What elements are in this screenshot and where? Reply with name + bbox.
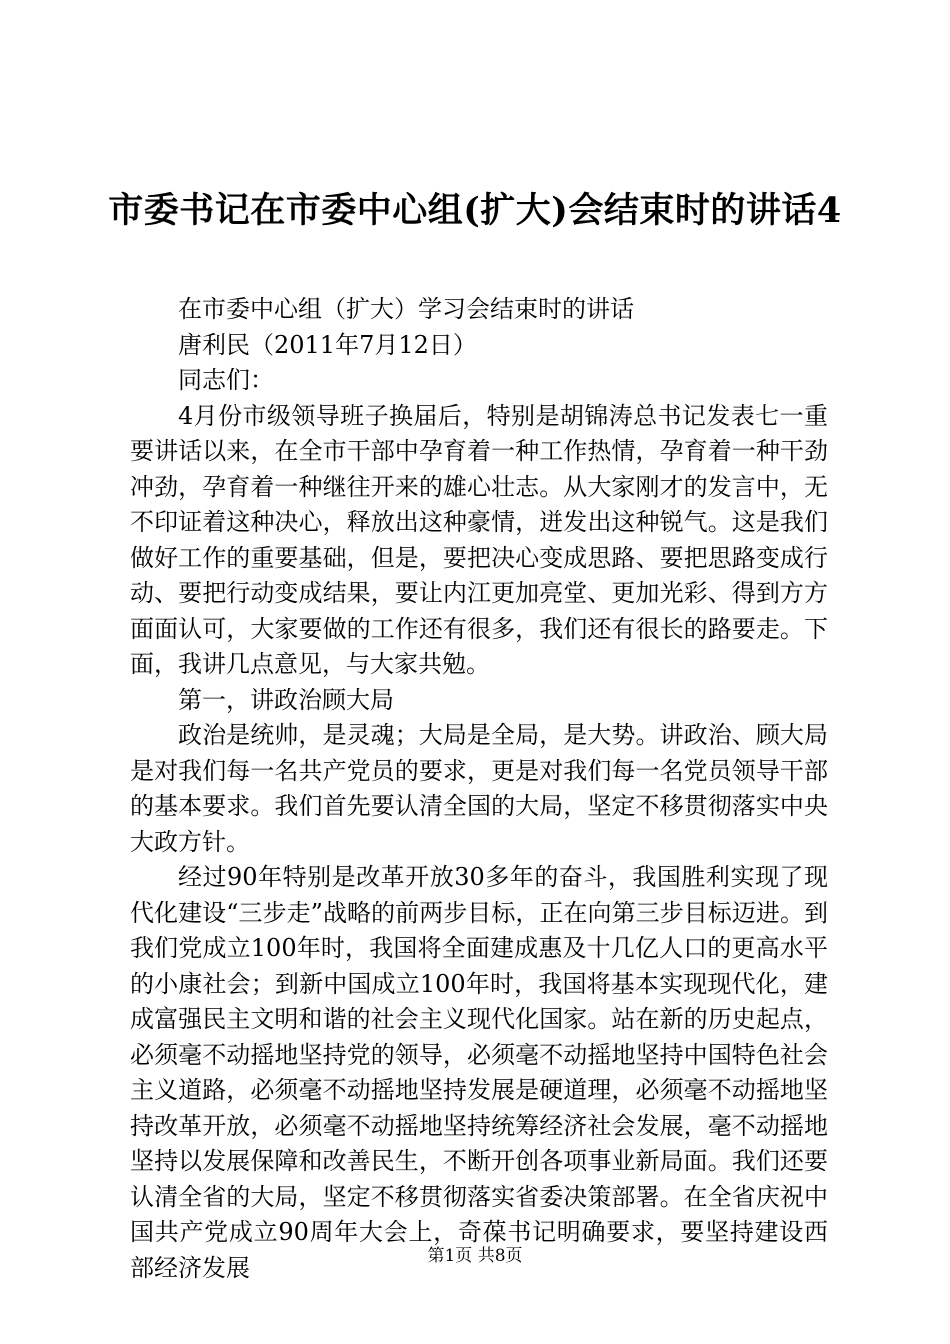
section-heading: 第一，讲政治顾大局 — [178, 685, 394, 714]
subtitle-paragraph: 在市委中心组（扩大）学习会结束时的讲话 — [178, 295, 634, 323]
document-title: 市委书记在市委中心组(扩大)会结束时的讲话4 — [108, 190, 842, 231]
body-paragraph: 政治是统帅，是灵魂；大局是全局，是大势。讲政治、顾大局是对我们每一名共产党员的要求，更是对我们每一名党员领导干部的基本要求。我们首先要认清全国的大局，坚定不移贯彻落实中央大政方针。 — [130, 721, 828, 856]
document-body — [130, 292, 828, 1286]
body-paragraph: 4月份市级领导班子换届后，特别是胡锦涛总书记发表七一重要讲话以来，在全市干部中孕育着一种工作热情，孕育着一种干劲冲劲，孕育着一种继往开来的雄心壮志。从大家刚才的发言中，无不印证着这种决心，释放出这种豪情，迸发出这种锐气。这是我们做好工作的重要基础，但是，要把决心变成思路、要把思路变成行动、要把行动变成结果，要让内江更加亮堂、更加光彩、得到方方面面认可，大家要做的工作还有很多，我们还有很长的路要走。下面，我讲几点意见，与大家共勉。 — [130, 401, 828, 678]
salutation-paragraph: 同志们： — [178, 366, 274, 394]
page-footer: 第1页 共8页 — [427, 1246, 523, 1266]
author-date-paragraph: 唐利民（2011年7月12日） — [178, 330, 477, 359]
body-paragraph: 经过90年特别是改革开放30多年的奋斗，我国胜利实现了现代化建设“三步走”战略的前两步目标，正在向第三步目标迈进。到我们党成立100年时，我国将全面建成惠及十几亿人口的更高水平的小康社会；到新中国成立100年时，我国将基本实现现代化，建成富强民主文明和谐的社会主义现代化国家。站在新的历史起点，必须毫不动摇地坚持党的领导，必须毫不动摇地坚持中国特色社会主义道路，必须毫不动摇地坚持发展是硬道理，必须毫不动摇地坚持改革开放，必须毫不动摇地坚持统筹经济社会发展，毫不动摇地坚持以发展保障和改善民生，不断开创各项事业新局面。我们还要认清全省的大局，坚定不移贯彻落实省委决策部署。在全省庆祝中国共产党成立90周年大会上，奇葆书记明确要求，要坚持建设西部经济发展 — [130, 863, 828, 1282]
